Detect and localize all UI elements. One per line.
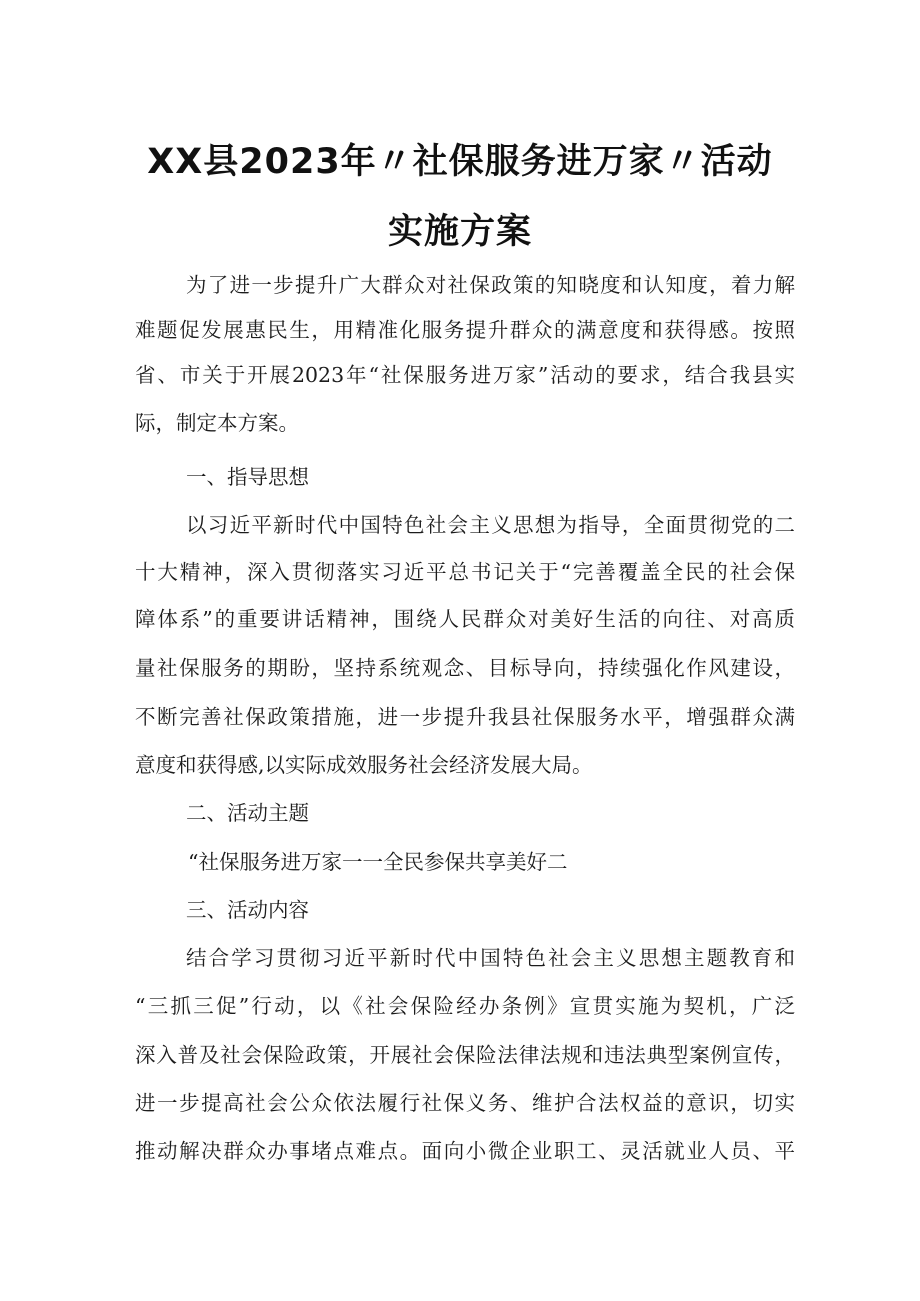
intro-line-2: 难题促发展惠民生，用精准化服务提升群众的满意度和获得感。按照 <box>135 318 795 342</box>
section-1-line-3: 障体系”的重要讲话精神，围绕人民群众对美好生活的向往、对高质 <box>135 607 795 631</box>
section-2-theme: “社保服务进万家一一全民参保共享美好二 <box>188 850 568 874</box>
section-1-line-2: 十大精神，深入贯彻落实习近平总书记关于“完善覆盖全民的社会保 <box>135 560 795 584</box>
section-3-line-4: 进一步提高社会公众依法履行社保义务、维护合法权益的意识，切实 <box>135 1091 795 1115</box>
intro-line-3: 省、市关于开展2023年“社保服务进万家”活动的要求，结合我县实 <box>135 363 795 387</box>
section-1-heading: 一、指导思想 <box>186 465 309 489</box>
intro-line-1: 为了进一步提升广大群众对社保政策的知晓度和认知度，着力解 <box>186 273 795 297</box>
intro-line-4: 际，制定本方案。 <box>135 411 299 435</box>
section-3-heading: 三、活动内容 <box>186 898 309 922</box>
document-title-line-2: 实施方案 <box>387 212 532 252</box>
section-1-line-1: 以习近平新时代中国特色社会主义思想为指导，全面贯彻党的二 <box>186 513 795 537</box>
section-3-line-2: “三抓三促”行动，以《社会保险经办条例》宣贯实施为契机，广泛 <box>135 994 795 1018</box>
section-3-line-5: 推动解决群众办事堵点难点。面向小微企业职工、灵活就业人员、平 <box>135 1139 795 1163</box>
document-title-line-1: XX县2023年〃社保服务进万家〃活动 <box>147 142 773 182</box>
section-3-line-3: 深入普及社会保险政策，开展社会保险法律法规和违法典型案例宣传， <box>135 1043 795 1067</box>
section-1-line-4: 量社保服务的期盼，坚持系统观念、目标导向，持续强化作风建设， <box>135 656 795 680</box>
section-1-line-6: 意度和获得感,以实际成效服务社会经济发展大局。 <box>135 753 593 777</box>
section-3-line-1: 结合学习贯彻习近平新时代中国特色社会主义思想主题教育和 <box>186 946 795 970</box>
section-1-line-5: 不断完善社保政策措施，进一步提升我县社保服务水平，增强群众满 <box>135 705 795 729</box>
section-2-heading: 二、活动主题 <box>186 801 309 825</box>
